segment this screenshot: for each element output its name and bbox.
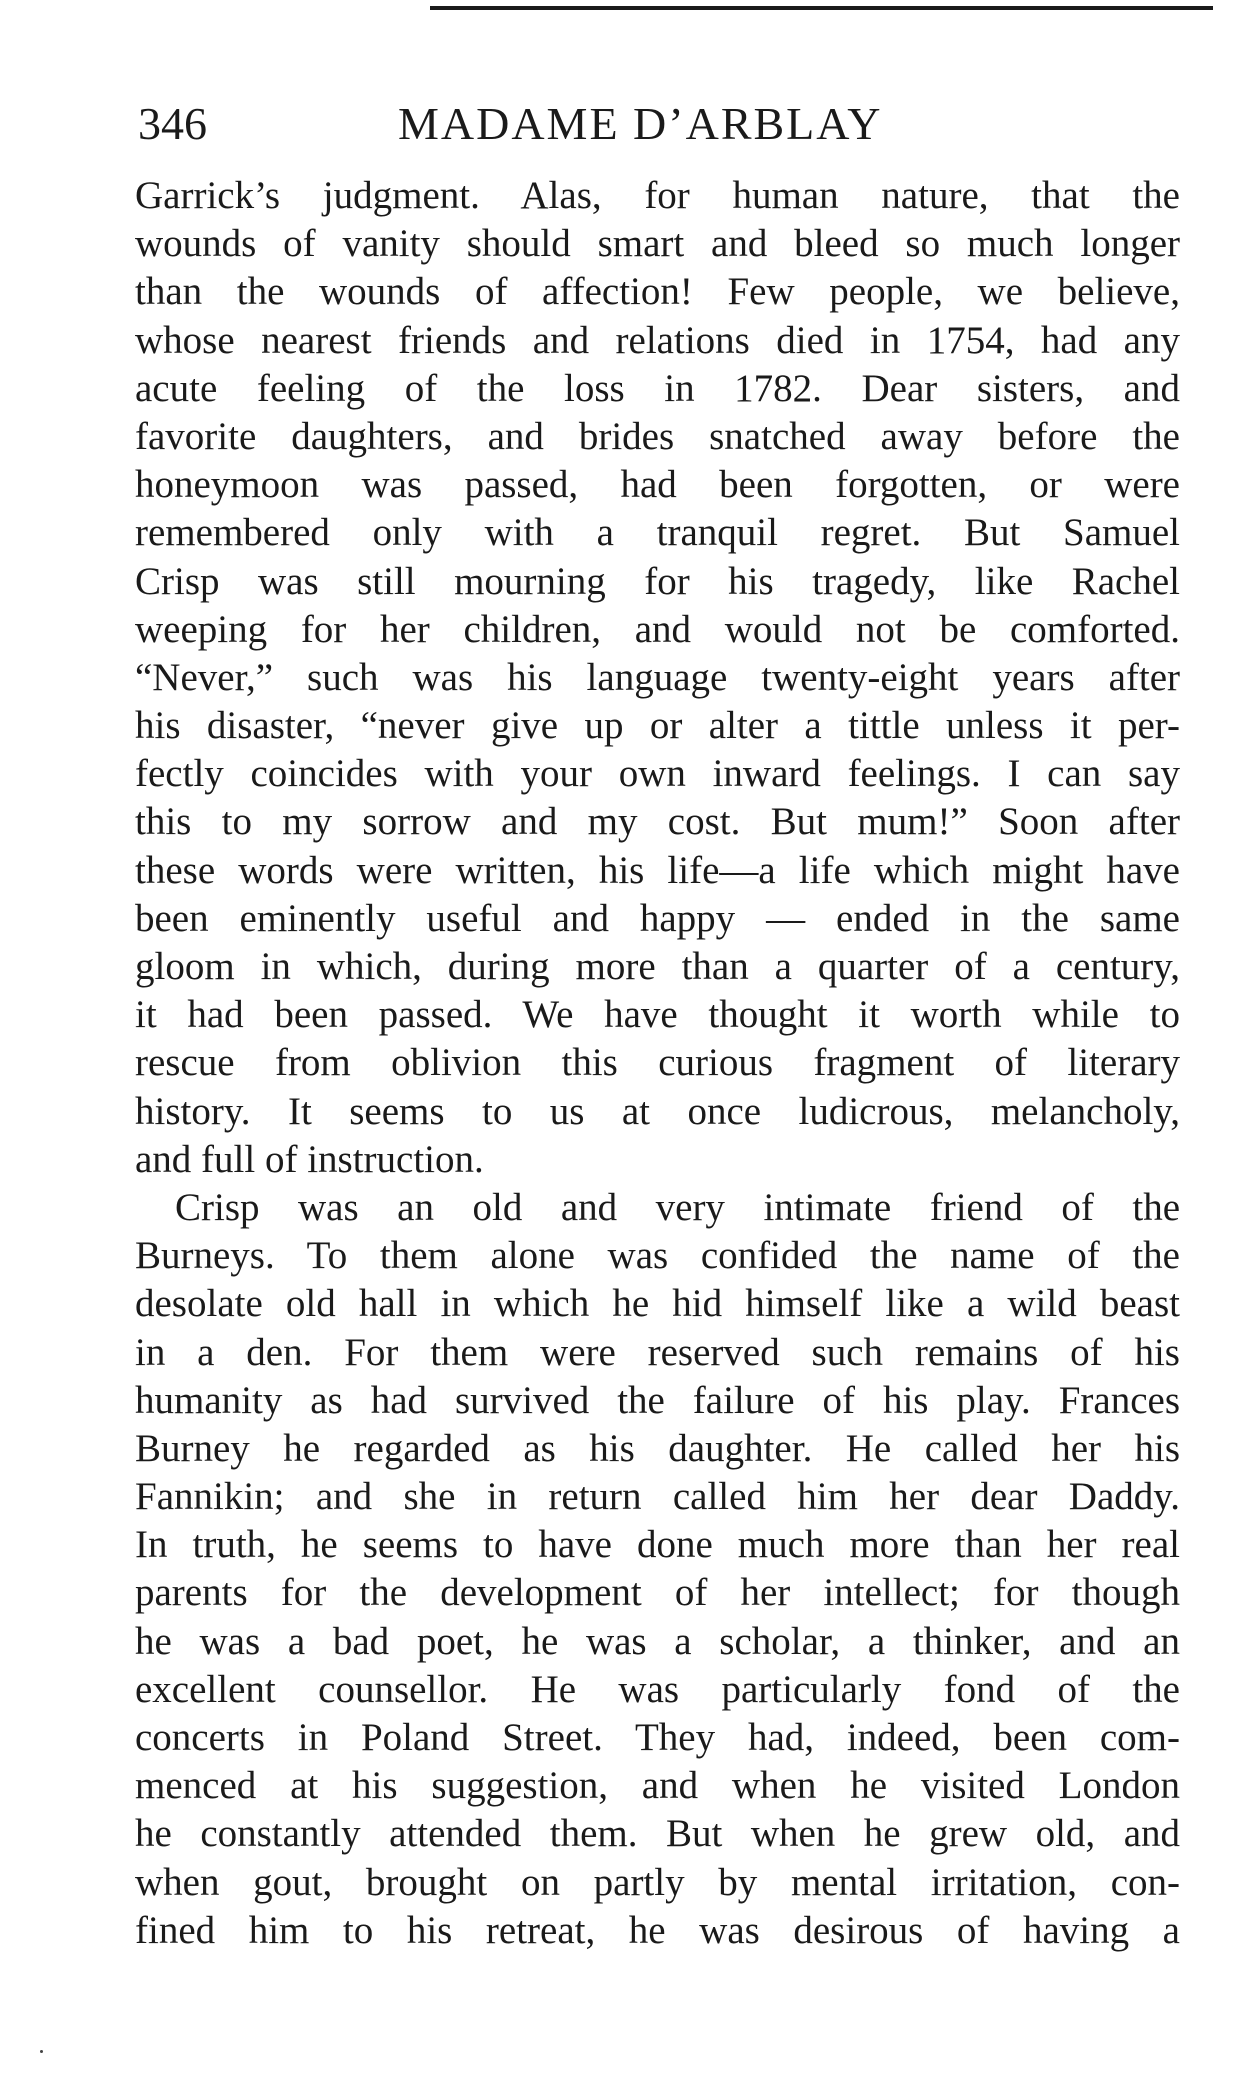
text-line: history. It seems to us at once ludicrous, melancholy, xyxy=(135,1089,1180,1133)
text-line: whose nearest friends and relations died in 1754, had any xyxy=(135,318,1180,362)
text-line: than the wounds of affection! Few people, we believe, xyxy=(135,270,1180,314)
text-line: acute feeling of the loss in 1782. Dear sisters, and xyxy=(135,366,1180,410)
text-line: desolate old hall in which he hid himself like a wild beast xyxy=(135,1282,1180,1326)
text-line: parents for the development of her intellect; for though xyxy=(135,1571,1180,1615)
text-line: wounds of vanity should smart and bleed so much longer xyxy=(135,222,1180,266)
text-line: been eminently useful and happy — ended in the same xyxy=(135,896,1180,940)
text-line: he constantly attended them. But when he grew old, and xyxy=(135,1812,1180,1856)
text-line: “Never,” such was his language twenty-eight years after xyxy=(135,655,1180,699)
text-line: he was a bad poet, he was a scholar, a thinker, and an xyxy=(135,1619,1180,1663)
text-line: fined him to his retreat, he was desirous of having a xyxy=(135,1908,1180,1952)
text-line: fectly coincides with your own inward feelings. I can say xyxy=(135,752,1180,796)
text-line: excellent counsellor. He was particularly fond of the xyxy=(135,1667,1180,1711)
paragraph-1 xyxy=(135,172,1180,1184)
text-line: Burney he regarded as his daughter. He called her his xyxy=(135,1426,1180,1470)
text-line: Crisp was still mourning for his tragedy, like Rachel xyxy=(135,559,1180,603)
stray-mark xyxy=(40,2050,43,2053)
text-line: concerts in Poland Street. They had, indeed, been com- xyxy=(135,1716,1180,1759)
text-line: remembered only with a tranquil regret. But Samuel xyxy=(135,511,1180,555)
text-line: In truth, he seems to have done much more than her real xyxy=(135,1523,1180,1567)
text-line: weeping for her children, and would not be comforted. xyxy=(135,607,1180,651)
text-line: humanity as had survived the failure of his play. Frances xyxy=(135,1378,1180,1422)
text-line: these words were written, his life—a life which might have xyxy=(135,848,1180,892)
text-line: rescue from oblivion this curious fragment of literary xyxy=(135,1041,1180,1085)
text-line: Crisp was an old and very intimate friend of the xyxy=(175,1185,1180,1229)
top-rule xyxy=(430,6,1213,10)
text-line: in a den. For them were reserved such remains of his xyxy=(135,1330,1180,1374)
text-line: gloom in which, during more than a quarter of a century, xyxy=(135,945,1180,988)
text-line: his disaster, “never give up or alter a tittle unless it per- xyxy=(135,704,1180,748)
running-head xyxy=(138,92,1178,156)
text-line: honeymoon was passed, had been forgotten, or were xyxy=(135,463,1180,507)
text-line: favorite daughters, and brides snatched away before the xyxy=(135,414,1180,458)
page-title: MADAME D’ARBLAY xyxy=(398,98,883,149)
text-line: menced at his suggestion, and when he visited London xyxy=(135,1764,1180,1808)
paragraph-2 xyxy=(135,1184,1180,1955)
text-line: when gout, brought on partly by mental irritation, con- xyxy=(135,1860,1180,1904)
text-line: and full of instruction. xyxy=(135,1137,484,1181)
page-number: 346 xyxy=(138,98,207,149)
text-line: it had been passed. We have thought it worth while to xyxy=(135,993,1180,1037)
body-text xyxy=(135,172,1180,1955)
text-line: Fannikin; and she in return called him her dear Daddy. xyxy=(135,1475,1180,1519)
text-line: this to my sorrow and my cost. But mum!” Soon after xyxy=(135,800,1180,844)
text-line: Burneys. To them alone was confided the name of the xyxy=(135,1234,1180,1278)
text-line: Garrick’s judgment. Alas, for human nature, that the xyxy=(135,174,1180,217)
